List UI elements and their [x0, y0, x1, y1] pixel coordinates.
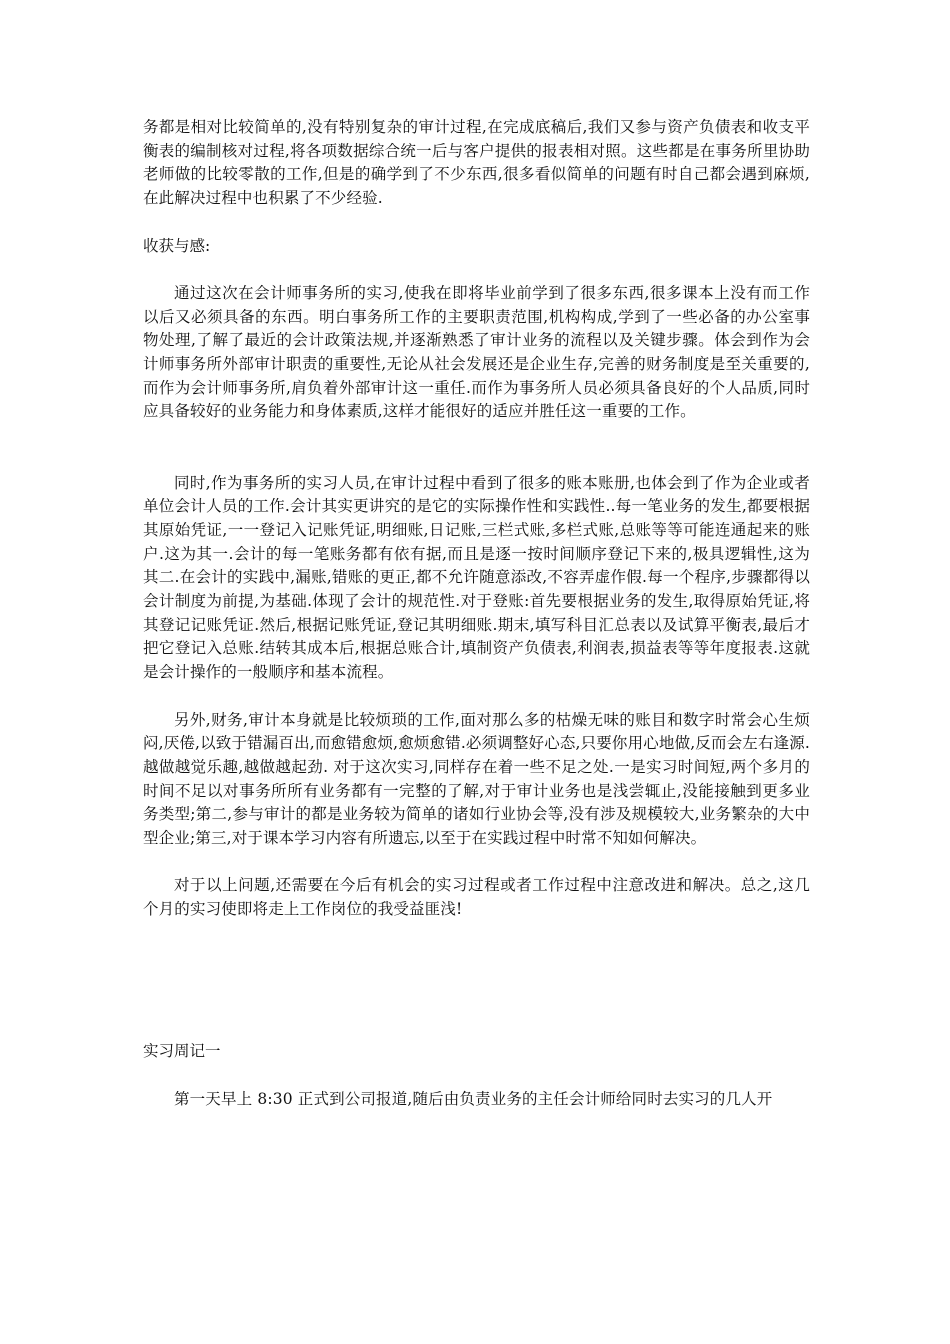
paragraph-conclusion: 对于以上问题,还需要在今后有机会的实习过程或者工作过程中注意改进和解决。总之,这几个月的实习使即将走上工作岗位的我受益匪浅! [143, 876, 810, 919]
section-heading-harvest: 收获与感: [143, 236, 211, 255]
document-page [143, 116, 810, 1111]
paragraph-continuation: 务都是相对比较简单的,没有特别复杂的审计过程,在完成底稿后,我们又参与资产负债表和收支平衡表的编制核对过程,将各项数据综合统一后与客户提供的报表相对照。这些都是在事务所里协助老师做的比较零散的工作,但是的确学到了不少东西,很多看似简单的问题有时自己都会遇到麻烦,在此解决过程中也积累了不少经验. [143, 118, 810, 208]
paragraph-shortcomings: 另外,财务,审计本身就是比较烦琐的工作,面对那么多的枯燥无味的账目和数字时常会心生烦闷,厌倦,以致于错漏百出,而愈错愈烦,愈烦愈错.必须调整好心态,只要你用心地做,反而会左右逢源.越做越觉乐趣,越做越起劲. 对于这次实习,同样存在着一些不足之处.一是实习时间短,两个多月的时间不足以对事务所所有业务都有一完整的了解,对于审计业务也是浅尝辄止,没能接触到更多业务类型;第二,参与审计的都是业务较为简单的诸如行业协会等,没有涉及规模较大,业务繁杂的大中型企业;第三,对于课本学习内容有所遗忘,以至于在实践过程中时常不知如何解决。 [143, 710, 810, 848]
section-heading-weekly-journal: 实习周记一 [143, 1042, 221, 1061]
paragraph-first-day: 第一天早上 8:30 正式到公司报道,随后由负责业务的主任会计师给同时去实习的几人开 [174, 1089, 773, 1108]
paragraph-harvest-summary: 通过这次在会计师事务所的实习,使我在即将毕业前学到了很多东西,很多课本上没有而工作以后又必须具备的东西。明白事务所工作的主要职责范围,机构构成,学到了一些必备的办公室事物处理,了解了最近的会计政策法规,并逐渐熟悉了审计业务的流程以及关键步骤。体会到作为会计师事务所外部审计职责的重要性,无论从社会发展还是企业生存,完善的财务制度是至关重要的,而作为会计师事务所,肩负着外部审计这一重任.而作为事务所人员必须具备良好的个人品质,同时应具备较好的业务能力和身体素质,这样才能很好的适应并胜任这一重要的工作。 [143, 283, 810, 421]
paragraph-accounting-practice: 同时,作为事务所的实习人员,在审计过程中看到了很多的账本账册,也体会到了作为企业或者单位会计人员的工作.会计其实更讲究的是它的实际操作性和实践性..每一笔业务的发生,都要根据其原始凭证,一一登记入记账凭证,明细账,日记账,三栏式账,多栏式账,总账等等可能连通起来的账户.这为其一.会计的每一笔账务都有依有据,而且是逐一按时间顺序登记下来的,极具逻辑性,这为其二.在会计的实践中,漏账,错账的更正,都不允许随意添改,不容弄虚作假.每一个程序,步骤都得以会计制度为前提,为基础.体现了会计的规范性.对于登账:首先要根据业务的发生,取得原始凭证,将其登记记账凭证.然后,根据记账凭证,登记其明细账.期末,填写科目汇总表以及试算平衡表,最后才把它登记入总账.结转其成本后,根据总账合计,填制资产负债表,利润表,损益表等等年度报表.这就是会计操作的一般顺序和基本流程。 [143, 473, 810, 682]
